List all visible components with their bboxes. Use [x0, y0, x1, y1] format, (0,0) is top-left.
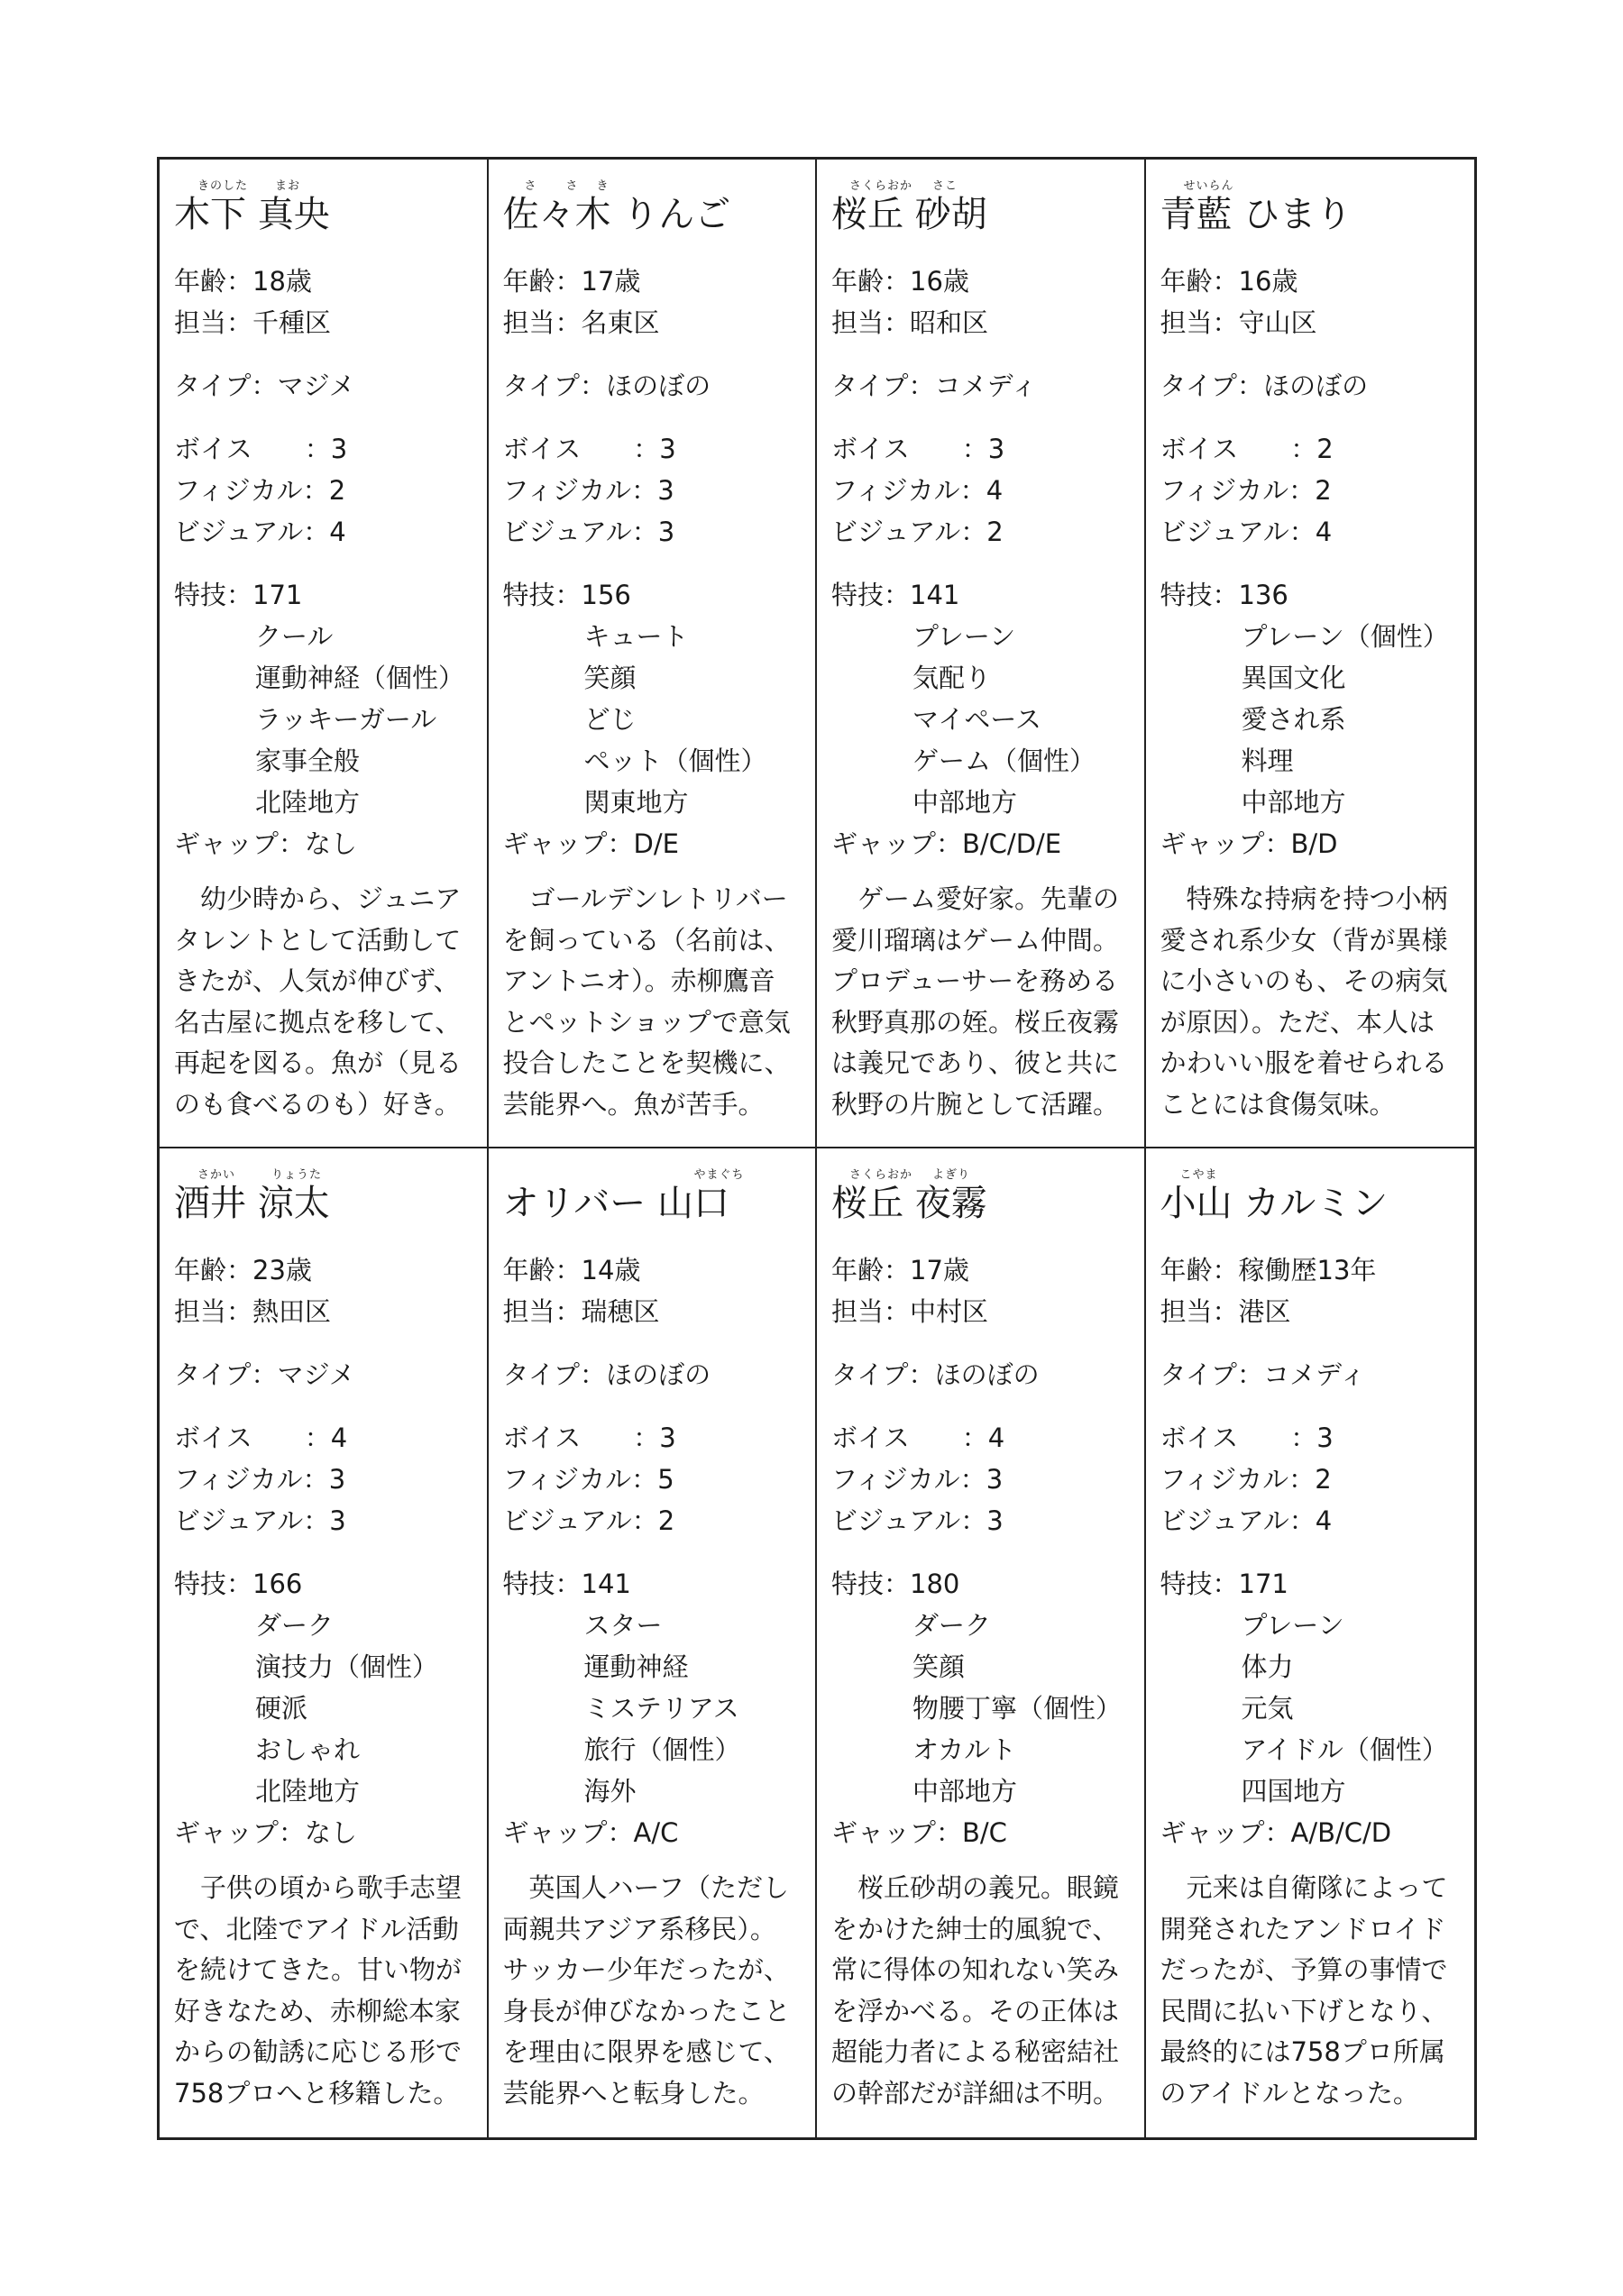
gap-value-label: ギャップ： — [831, 828, 963, 859]
skill-item: 北陸地方 — [255, 1776, 361, 1807]
skill-total-label: 特技： — [502, 580, 582, 610]
character-description: 桜丘砂胡の義兄。眼鏡をかけた紳士的風貌で、常に得体の知れない笑みを浮かべる。その正体は超能力者による秘密結社の幹部だが詳細は不明。 — [831, 1872, 1120, 2108]
skill-item: 関東地方 — [583, 787, 689, 818]
age-value: 16歳 — [1238, 266, 1298, 297]
physical-stat — [1160, 1459, 1461, 1500]
voice-stat — [831, 428, 1130, 470]
gap-value — [174, 1812, 472, 1853]
area — [503, 302, 802, 343]
skill-total-label: 特技： — [1160, 1569, 1239, 1599]
gap-value-label: ギャップ： — [502, 1817, 634, 1848]
visual-stat-label: ビジュアル： — [502, 517, 658, 547]
area-label: 担当： — [502, 1296, 582, 1327]
visual-stat — [174, 511, 472, 553]
area — [174, 302, 472, 343]
type-label: タイプ： — [502, 1359, 607, 1390]
type — [503, 365, 802, 407]
skill-item: 中部地方 — [912, 1776, 1018, 1807]
furigana-reading: さこ — [932, 179, 958, 193]
voice-stat — [174, 1417, 472, 1459]
furigana — [831, 1161, 1130, 1181]
voice-stat-label: ボイス ： — [174, 434, 331, 464]
gap-value — [503, 823, 802, 864]
type-label: タイプ： — [831, 370, 935, 401]
skill-total — [1160, 1563, 1461, 1605]
type — [1160, 365, 1461, 407]
age — [174, 1249, 472, 1291]
gap-value — [174, 823, 472, 864]
type — [1160, 1354, 1461, 1395]
area-label: 担当： — [1160, 307, 1239, 338]
character-card — [1146, 160, 1475, 1148]
type — [174, 365, 472, 407]
character-name: 桜丘 夜霧 — [831, 1183, 987, 1224]
visual-stat — [174, 1500, 472, 1541]
voice-stat — [1160, 428, 1461, 470]
furigana-reading: さ — [524, 179, 537, 193]
furigana — [1160, 1161, 1461, 1181]
type-value: ほのぼの — [1263, 370, 1369, 401]
skill-total — [503, 1563, 802, 1605]
furigana-reading: さかい — [197, 1168, 236, 1182]
gap-value-value: A/B/C/D — [1290, 1817, 1392, 1848]
area-value: 中村区 — [910, 1296, 989, 1327]
type-label: タイプ： — [1160, 1359, 1264, 1390]
furigana-reading: よぎり — [932, 1168, 971, 1182]
area — [831, 302, 1130, 343]
skill-total-label: 特技： — [831, 1569, 911, 1599]
area-value: 港区 — [1238, 1296, 1291, 1327]
type-label: タイプ： — [1160, 370, 1264, 401]
skill-item: アイドル（個性） — [1241, 1734, 1448, 1765]
skill-total-value: 166 — [252, 1569, 303, 1599]
skill-item: 旅行（個性） — [583, 1734, 741, 1765]
gap-value-label: ギャップ： — [174, 828, 306, 859]
voice-stat-label: ボイス ： — [174, 1422, 331, 1453]
age-label: 年齢： — [174, 1255, 253, 1285]
character-card — [489, 160, 818, 1148]
visual-stat — [1160, 1500, 1461, 1541]
visual-stat-label: ビジュアル： — [1160, 1505, 1316, 1536]
age — [831, 1249, 1130, 1291]
skill-item: プレーン — [912, 621, 1016, 652]
area — [831, 1291, 1130, 1332]
furigana-reading: さくらおか — [849, 179, 913, 193]
physical-stat-value: 3 — [986, 1464, 1004, 1495]
age-value: 16歳 — [910, 266, 969, 297]
type-value: コメディ — [1263, 1359, 1366, 1390]
physical-stat-label: フィジカル： — [1160, 1464, 1316, 1495]
type-value: ほのぼの — [606, 370, 711, 401]
furigana-reading: きのした — [197, 179, 249, 193]
physical-stat-label: フィジカル： — [502, 1464, 658, 1495]
visual-stat — [503, 1500, 802, 1541]
gap-value-value: なし — [305, 828, 358, 859]
skill-item: 気配り — [912, 663, 992, 693]
gap-value-value: B/D — [1290, 828, 1338, 859]
visual-stat-value: 3 — [657, 517, 675, 547]
type — [831, 365, 1130, 407]
skill-item: 北陸地方 — [255, 787, 361, 818]
gap-value — [1160, 1812, 1461, 1853]
age-label: 年齢： — [502, 1255, 582, 1285]
skill-item: おしゃれ — [255, 1734, 361, 1765]
voice-stat-value: 4 — [330, 1422, 348, 1453]
voice-stat-label: ボイス ： — [1160, 434, 1317, 464]
skill-item: ダーク — [912, 1610, 992, 1641]
character-name: 小山 カルミン — [1160, 1183, 1389, 1224]
type-label: タイプ： — [174, 1359, 278, 1390]
area-label: 担当： — [174, 1296, 253, 1327]
character-description: 幼少時から、ジュニアタレントとして活動してきたが、人気が伸びず、名古屋に拠点を移して、再起を図る。魚が（見るのも食べるのも）好き。 — [174, 883, 463, 1120]
type-value: ほのぼの — [606, 1359, 711, 1390]
type-value: ほのぼの — [934, 1359, 1040, 1390]
gap-value-label: ギャップ： — [1160, 828, 1291, 859]
physical-stat — [503, 470, 802, 511]
physical-stat-value: 3 — [328, 1464, 346, 1495]
skill-item: 中部地方 — [1241, 787, 1346, 818]
character-description: 子供の頃から歌手志望で、北陸でアイドル活動を続けてきた。甘い物が好きなため、赤柳総本家からの勧誘に応じる形で758プロへと移籍した。 — [174, 1872, 463, 2108]
skill-total — [174, 1563, 472, 1605]
voice-stat-label: ボイス ： — [831, 1422, 988, 1453]
physical-stat — [174, 470, 472, 511]
skill-item: スター — [583, 1610, 663, 1641]
physical-stat-label: フィジカル： — [174, 475, 329, 506]
skill-item: ダーク — [255, 1610, 335, 1641]
area-label: 担当： — [502, 307, 582, 338]
skill-item: 物腰丁寧（個性） — [912, 1693, 1123, 1724]
type-label: タイプ： — [174, 370, 278, 401]
gap-value-value: A/C — [633, 1817, 679, 1848]
physical-stat-value: 5 — [657, 1464, 674, 1495]
visual-stat-value: 3 — [329, 1505, 346, 1536]
skill-total-label: 特技： — [502, 1569, 582, 1599]
area-value: 瑞穂区 — [581, 1296, 660, 1327]
skill-item: 運動神経 — [583, 1651, 689, 1682]
skill-item: 愛され系 — [1241, 704, 1346, 735]
age-value: 23歳 — [252, 1255, 312, 1285]
visual-stat-label: ビジュアル： — [502, 1505, 658, 1536]
type-label: タイプ： — [831, 1359, 935, 1390]
character-name: 桜丘 砂胡 — [831, 194, 987, 235]
area-label: 担当： — [1160, 1296, 1239, 1327]
voice-stat-value: 3 — [659, 1422, 676, 1453]
character-name: 佐々木 りんご — [502, 194, 731, 235]
area-value: 守山区 — [1238, 307, 1317, 338]
area-value: 熱田区 — [252, 1296, 332, 1327]
character-card — [160, 160, 489, 1148]
skill-item: ミステリアス — [583, 1693, 739, 1724]
furigana-reading: き — [596, 179, 610, 193]
area-label: 担当： — [831, 307, 911, 338]
type-label: タイプ： — [502, 370, 607, 401]
skill-total-label: 特技： — [1160, 580, 1239, 610]
skill-item: キュート — [583, 621, 689, 652]
gap-value — [1160, 823, 1461, 864]
character-description: 元来は自衛隊によって開発されたアンドロイドだったが、予算の事情で民間に払い下げとなり、最終的には758プロ所属のアイドルとなった。 — [1160, 1872, 1448, 2108]
gap-value-label: ギャップ： — [1160, 1817, 1291, 1848]
gap-value-value: D/E — [633, 828, 679, 859]
furigana-reading: りょうた — [271, 1168, 323, 1182]
skill-item: どじ — [583, 704, 637, 735]
skill-total-value: 136 — [1238, 580, 1288, 610]
visual-stat — [1160, 511, 1461, 553]
age-value: 17歳 — [581, 266, 641, 297]
character-name: 青藍 ひまり — [1160, 194, 1352, 235]
character-description: ゲーム愛好家。先輩の愛川瑠璃はゲーム仲間。プロデューサーを務める秋野真那の姪。桜丘夜霧は義兄であり、彼と共に秋野の片腕として活躍。 — [831, 883, 1120, 1120]
age-value: 17歳 — [910, 1255, 969, 1285]
furigana — [831, 172, 1130, 192]
age-label: 年齢： — [1160, 266, 1239, 297]
gap-value-label: ギャップ： — [502, 828, 634, 859]
visual-stat — [831, 1500, 1130, 1541]
skill-item: マイペース — [912, 704, 1041, 735]
voice-stat-label: ボイス ： — [831, 434, 988, 464]
voice-stat-value: 2 — [1316, 434, 1334, 464]
voice-stat-label: ボイス ： — [502, 1422, 660, 1453]
visual-stat-label: ビジュアル： — [831, 1505, 987, 1536]
visual-stat-label: ビジュアル： — [1160, 517, 1316, 547]
skill-total — [831, 1563, 1130, 1605]
physical-stat — [174, 1459, 472, 1500]
skill-total-value: 141 — [581, 1569, 631, 1599]
character-name: 酒井 涼太 — [174, 1183, 330, 1224]
area-label: 担当： — [831, 1296, 911, 1327]
visual-stat-value: 2 — [657, 1505, 675, 1536]
skill-total-value: 171 — [1238, 1569, 1288, 1599]
area-label: 担当： — [174, 307, 253, 338]
gap-value — [831, 1812, 1130, 1853]
visual-stat-value: 4 — [1315, 517, 1333, 547]
skill-total-value: 141 — [910, 580, 960, 610]
skill-item: ゲーム（個性） — [912, 746, 1096, 776]
age-label: 年齢： — [174, 266, 253, 297]
physical-stat — [831, 1459, 1130, 1500]
furigana-reading: こやま — [1179, 1168, 1218, 1182]
furigana-reading: やまぐち — [693, 1168, 745, 1182]
skill-item: 運動神経（個性） — [255, 663, 465, 693]
furigana — [174, 1161, 472, 1181]
skill-total — [174, 574, 472, 616]
area-value: 名東区 — [581, 307, 660, 338]
physical-stat — [831, 470, 1130, 511]
physical-stat-value: 2 — [1315, 1464, 1332, 1495]
skill-item: オカルト — [912, 1734, 1017, 1765]
character-description: ゴールデンレトリバーを飼っている（名前は、アントニオ）。赤柳鷹音とペットショップで意気投合したことを契機に、芸能界へ。魚が苦手。 — [502, 883, 791, 1120]
skill-item: クール — [255, 621, 334, 652]
skill-item: 演技力（個性） — [255, 1651, 439, 1682]
voice-stat-label: ボイス ： — [502, 434, 660, 464]
age-value: 14歳 — [581, 1255, 641, 1285]
type-value: コメディ — [934, 370, 1038, 401]
type — [503, 1354, 802, 1395]
physical-stat-value: 3 — [657, 475, 674, 506]
skill-item: プレーン — [1241, 1610, 1344, 1641]
physical-stat — [1160, 470, 1461, 511]
skill-item: 四国地方 — [1241, 1776, 1346, 1807]
furigana — [503, 1161, 802, 1181]
age — [503, 261, 802, 302]
age-label: 年齢： — [831, 266, 911, 297]
voice-stat-value: 4 — [987, 1422, 1005, 1453]
furigana-reading: さくらおか — [849, 1168, 913, 1182]
voice-stat — [174, 428, 472, 470]
area-value: 昭和区 — [910, 307, 989, 338]
skill-item: 家事全般 — [255, 746, 361, 776]
age-value: 稼働歴13年 — [1238, 1255, 1377, 1285]
character-card — [1146, 1148, 1475, 2137]
skill-total-value: 180 — [910, 1569, 960, 1599]
voice-stat — [831, 1417, 1130, 1459]
area — [174, 1291, 472, 1332]
visual-stat — [831, 511, 1130, 553]
age — [174, 261, 472, 302]
character-name: オリバー 山口 — [502, 1183, 730, 1224]
physical-stat-label: フィジカル： — [174, 1464, 329, 1495]
voice-stat-value: 3 — [1316, 1422, 1334, 1453]
voice-stat — [503, 1417, 802, 1459]
character-card — [817, 160, 1146, 1148]
area-value: 千種区 — [252, 307, 332, 338]
skill-item: 硬派 — [255, 1693, 308, 1724]
character-description: 英国人ハーフ（ただし両親共アジア系移民）。サッカー少年だったが、身長が伸びなかったことを理由に限界を感じて、芸能界へと転身した。 — [502, 1872, 791, 2108]
skill-total — [503, 574, 802, 616]
skill-item: 料理 — [1241, 746, 1294, 776]
skill-total-label: 特技： — [174, 580, 253, 610]
area — [1160, 302, 1461, 343]
age-label: 年齢： — [502, 266, 582, 297]
physical-stat-value: 4 — [986, 475, 1004, 506]
gap-value — [831, 823, 1130, 864]
type-value: マジメ — [277, 1359, 355, 1390]
age-label: 年齢： — [1160, 1255, 1239, 1285]
age — [1160, 1249, 1461, 1291]
visual-stat-value: 2 — [986, 517, 1004, 547]
gap-value-label: ギャップ： — [174, 1817, 306, 1848]
voice-stat-value: 3 — [987, 434, 1005, 464]
age-label: 年齢： — [831, 1255, 911, 1285]
physical-stat-label: フィジカル： — [502, 475, 658, 506]
voice-stat — [1160, 1417, 1461, 1459]
voice-stat-value: 3 — [330, 434, 348, 464]
skill-item: 中部地方 — [912, 787, 1018, 818]
gap-value — [503, 1812, 802, 1853]
skill-total-value: 171 — [252, 580, 303, 610]
visual-stat — [503, 511, 802, 553]
skill-total — [1160, 574, 1461, 616]
physical-stat-label: フィジカル： — [831, 1464, 986, 1495]
character-description: 特殊な持病を持つ小柄愛され系少女（背が異様に小さいのも、その病気が原因）。ただ、本人はかわいい服を着せられることには食傷気味。 — [1160, 883, 1448, 1120]
age — [1160, 261, 1461, 302]
age-value: 18歳 — [252, 266, 312, 297]
type-value: マジメ — [277, 370, 355, 401]
gap-value-label: ギャップ： — [831, 1817, 963, 1848]
voice-stat — [503, 428, 802, 470]
skill-total-label: 特技： — [174, 1569, 253, 1599]
type — [831, 1354, 1130, 1395]
character-name: 木下 真央 — [174, 194, 330, 235]
physical-stat — [503, 1459, 802, 1500]
skill-item: プレーン（個性） — [1241, 621, 1449, 652]
character-sheet — [157, 157, 1477, 2140]
physical-stat-label: フィジカル： — [1160, 475, 1316, 506]
gap-value-value: B/C/D/E — [962, 828, 1062, 859]
skill-total-value: 156 — [581, 580, 631, 610]
furigana — [1160, 172, 1461, 192]
age — [503, 1249, 802, 1291]
furigana-reading: さ — [565, 179, 579, 193]
skill-item: 笑顔 — [583, 663, 637, 693]
visual-stat-value: 4 — [1315, 1505, 1333, 1536]
skill-item: 笑顔 — [912, 1651, 966, 1682]
visual-stat-value: 4 — [329, 517, 346, 547]
skill-item: 海外 — [583, 1776, 637, 1807]
furigana-reading: まお — [275, 179, 301, 193]
physical-stat-label: フィジカル： — [831, 475, 986, 506]
visual-stat-label: ビジュアル： — [174, 517, 330, 547]
voice-stat-value: 3 — [659, 434, 676, 464]
physical-stat-value: 2 — [1315, 475, 1332, 506]
age — [831, 261, 1130, 302]
physical-stat-value: 2 — [328, 475, 346, 506]
furigana — [174, 172, 472, 192]
skill-item: 体力 — [1241, 1651, 1294, 1682]
area — [1160, 1291, 1461, 1332]
skill-total-label: 特技： — [831, 580, 911, 610]
skill-item: 異国文化 — [1241, 663, 1346, 693]
character-card — [489, 1148, 818, 2137]
skill-item: 元気 — [1241, 1693, 1294, 1724]
gap-value-value: B/C — [962, 1817, 1007, 1848]
voice-stat-label: ボイス ： — [1160, 1422, 1317, 1453]
skill-item: ペット（個性） — [583, 746, 767, 776]
visual-stat-value: 3 — [986, 1505, 1004, 1536]
visual-stat-label: ビジュアル： — [831, 517, 987, 547]
skill-total — [831, 574, 1130, 616]
furigana — [503, 172, 802, 192]
gap-value-value: なし — [305, 1817, 358, 1848]
visual-stat-label: ビジュアル： — [174, 1505, 330, 1536]
skill-item: ラッキーガール — [255, 704, 437, 735]
character-card — [160, 1148, 489, 2137]
character-card — [817, 1148, 1146, 2137]
type — [174, 1354, 472, 1395]
area — [503, 1291, 802, 1332]
furigana-reading: せいらん — [1183, 179, 1234, 193]
